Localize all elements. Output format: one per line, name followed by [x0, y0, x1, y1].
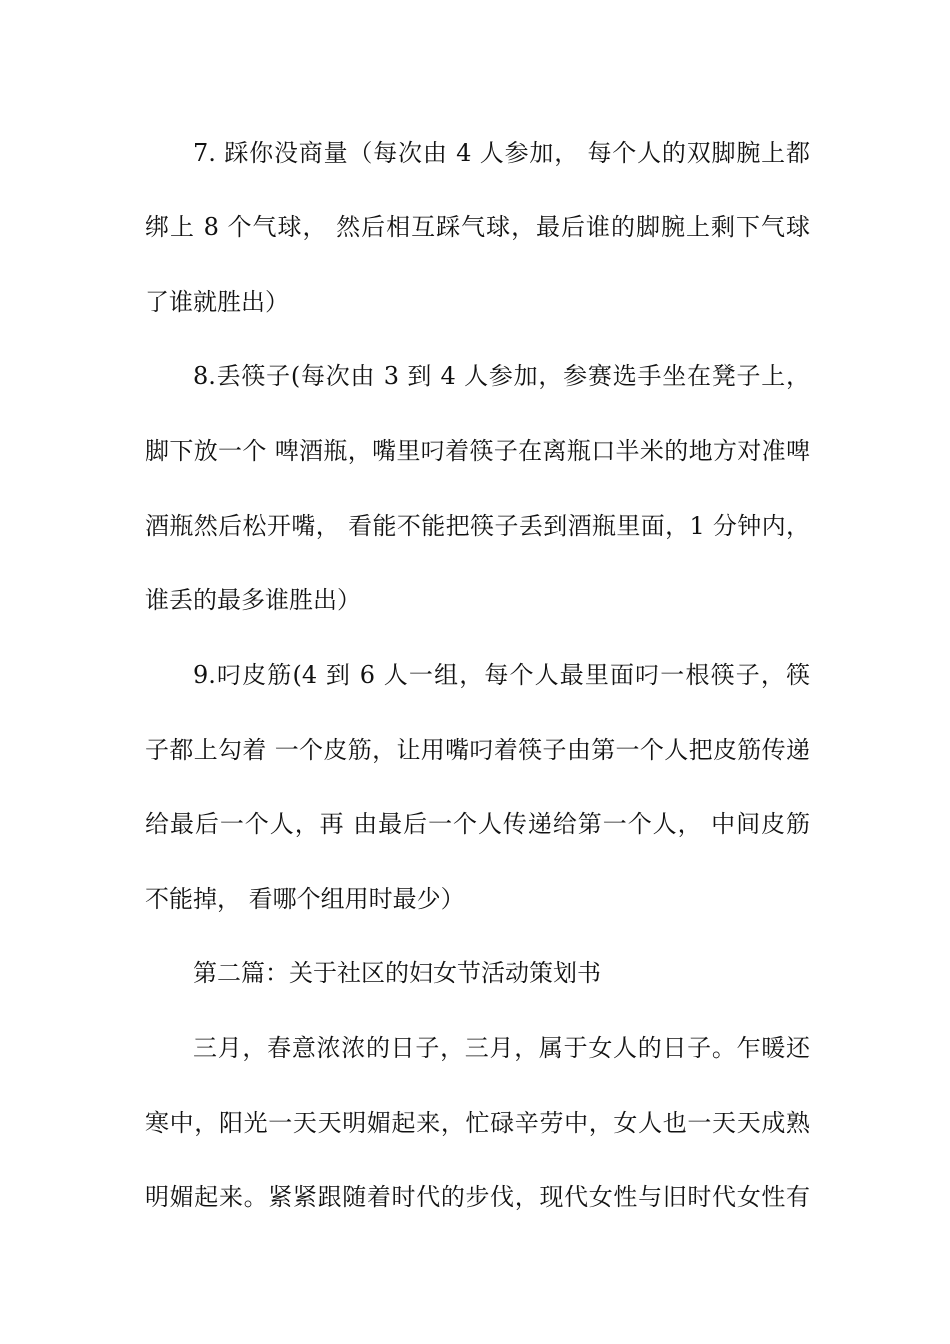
text-line-9: 子都上勾着 一个皮筋，让用嘴叼着筷子由第一个人把皮筋传递 [145, 736, 810, 764]
text-line-5: 脚下放一个 啤酒瓶，嘴里叼着筷子在离瓶口半米的地方对准啤 [145, 437, 810, 465]
text-line-11: 不能掉， 看哪个组用时最少） [145, 885, 465, 913]
text-line-13: 三月，春意浓浓的日子，三月，属于女人的日子。乍暖还 [193, 1034, 810, 1062]
text-line-10: 给最后一个人，再 由最后一个人传递给第一个人， 中间皮筋 [145, 810, 810, 838]
text-line-6: 酒瓶然后松开嘴， 看能不能把筷子丢到酒瓶里面，1 分钟内， [145, 512, 810, 540]
text-line-8: 9.叼皮筋(4 到 6 人一组，每个人最里面叼一根筷子，筷 [193, 661, 810, 689]
text-line-14: 寒中，阳光一天天明媚起来，忙碌辛劳中，女人也一天天成熟 [145, 1109, 810, 1137]
text-line-3: 了谁就胜出） [145, 288, 289, 316]
section-heading: 第二篇：关于社区的妇女节活动策划书 [193, 959, 601, 987]
text-line-4: 8.丢筷子(每次由 3 到 4 人参加，参赛选手坐在凳子上， [193, 362, 810, 390]
text-line-15: 明媚起来。紧紧跟随着时代的步伐，现代女性与旧时代女性有 [145, 1183, 810, 1211]
text-line-2: 绑上 8 个气球， 然后相互踩气球，最后谁的脚腕上剩下气球 [145, 213, 810, 241]
text-line-1: 7. 踩你没商量（每次由 4 人参加， 每个人的双脚腕上都 [193, 139, 810, 167]
text-line-7: 谁丢的最多谁胜出） [145, 586, 361, 614]
